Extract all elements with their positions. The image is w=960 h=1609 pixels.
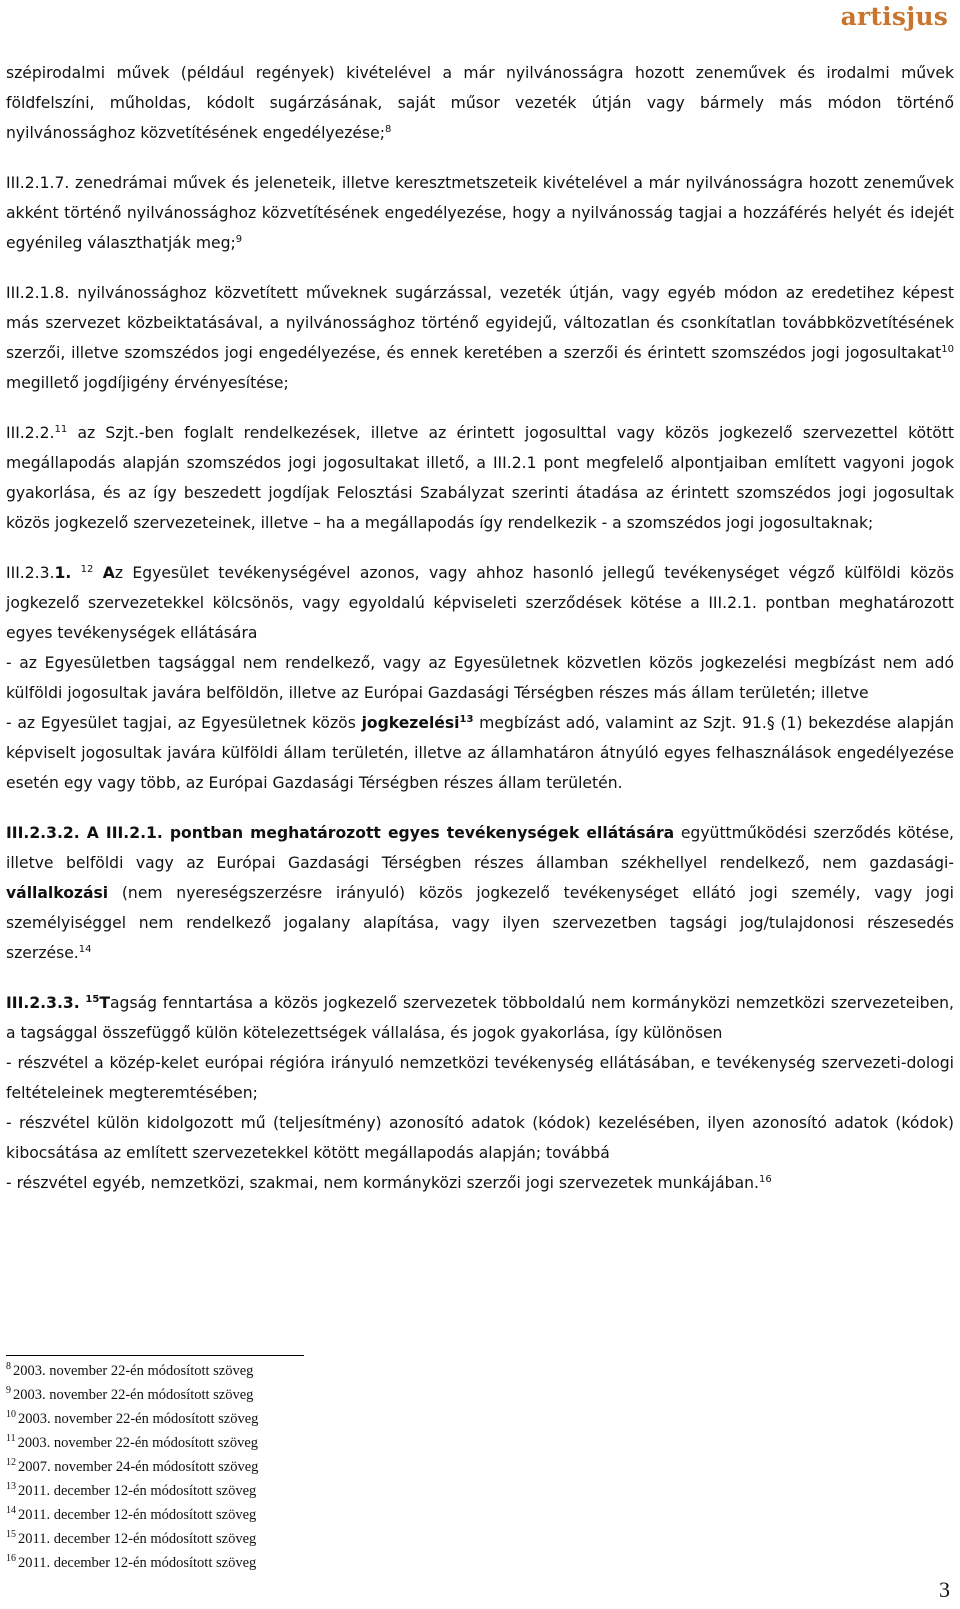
paragraph-III-2-1-8: III.2.1.8. nyilvánossághoz közvetített műveknek sugárzással, vezeték útján, vagy egyéb módon az eredetihez képest más szervezet közbeiktatásával, a nyilvánossághoz történő egyidejű, változatlan és csonkítatlan továbbközvetítésének szerzői, illetve szomszédos jogi engedélyezése, és ennek keretében a szerzői és érintett szomszédos jogi jogosultakat$^{10}$ megillető jogdíjigény érvényesítése; <box>6 284 954 392</box>
footnote-ref: 10 <box>941 343 954 355</box>
footnote: $^{13}$ 2011. december 12-én módosított szöveg <box>6 1481 257 1499</box>
page-number: 3 <box>939 1577 950 1602</box>
footnote-ref: 8 <box>384 123 392 135</box>
paragraph-III-2-3-2: III.2.3.2. A III.2.1. pontban meghatározott egyes tevékenységek ellátására együttműködési szerződés kötése, illetve belföldi vagy az Európai Gazdasági Térségben részes államban székhellyel rendelkező, nem gazdasági-vállalkozási (nem nyereségszerzésre irányuló) közös jogkezelő tevékenységet ellátó jogi személy, vagy jogi személyiséggel nem rendelkező jogalany alapítása, vagy ilyen szervezetben tagsági jog/tulajdonosi részesedés szerzése.$^{14}$ <box>6 824 954 962</box>
paragraph-literary-works: szépirodalmi művek (például regények) kivételével a már nyilvánosságra hozott zeneművek és irodalmi művek földfelszíni, műholdas, kódolt sugárzásának, saját műsor vezeték útján vagy bármely más módon történő nyilvánossághoz közvetítésének engedélyezése;$^8$ <box>6 64 954 142</box>
footnote: $^{10}$ 2003. november 22-én módosított szöveg <box>6 1409 259 1427</box>
footnote: $^8$ 2003. november 22-én módosított szöveg <box>6 1361 254 1379</box>
paragraph-III-2-1-7: III.2.1.7. zenedrámai művek és jeleneteik, illetve keresztmetszeteik kivételével a már nyilvánosságra hozott zeneművek akként történő nyilvánossághoz közvetítésének engedélyezése, hogy a nyilvánosság tagjai a hozzáférés helyét és idejét egyénileg választhatják meg;$^9$ <box>6 174 954 252</box>
footnote-ref: 11 <box>54 423 68 435</box>
footnote-ref: 15 <box>85 993 100 1005</box>
footnote-separator <box>6 1355 304 1356</box>
footnote: $^{12}$ 2007. november 24-én módosított szöveg <box>6 1457 259 1475</box>
footnote: $^{16}$ 2011. december 12-én módosított szöveg <box>6 1553 257 1571</box>
list-item-other-organizations: - részvétel egyéb, nemzetközi, szakmai, nem kormányközi szerzői jogi szervezetek munkájában.$^{16}$ <box>6 1173 772 1192</box>
footnote: $^{15}$ 2011. december 12-én módosított szöveg <box>6 1529 257 1547</box>
list-item-domestic-rightholders: - az Egyesületben tagsággal nem rendelkező, vagy az Egyesületnek közvetlen közös jogkezelési megbízást nem adó külföldi jogosultak javára belföldön, illetve az Európai Gazdasági Térségben részes más állam területén; illetve <box>6 654 954 702</box>
footnote-ref: 14 <box>78 943 92 955</box>
paragraph-III-2-3-1: III.2.3.1. $^{12}$ Az Egyesület tevékenységével azonos, vagy ahhoz hasonló jellegű tevékenységet végző külföldi közös jogkezelő szervezetekkel kölcsönös, vagy egyoldalú képviseleti szerződések kötése a III.2.1. pontban meghatározott egyes tevékenységek ellátására <box>6 563 954 642</box>
footnote-ref: 9 <box>235 233 243 245</box>
footnotes <box>6 1355 946 1575</box>
list-item-work-identifiers: - részvétel külön kidolgozott mű (teljesítmény) azonosító adatok (kódok) kezelésében, ilyen azonosító adatok (kódok) kibocsátása az említett szervezetekkel kötött megállapodás alapján; továbbá <box>6 1114 954 1162</box>
list-item-members-abroad: - az Egyesület tagjai, az Egyesületnek közös jogkezelési$^{13}$ megbízást adó, valamint az Szjt. 91.§ (1) bekezdése alapján képviselt jogosultak javára külföldi állam területén, illetve az államhatáron átnyúló egyes felhasználások engedélyezése esetén egy vagy több, az Európai Gazdasági Térségben részes állam területén. <box>6 713 954 792</box>
paragraph-III-2-2: III.2.2.11 az Szjt.-ben foglalt rendelkezések, illetve az érintett jogosulttal vagy közös jogkezelő szervezettel kötött megállapodás alapján szomszédos jogi jogosultakat illető, a III.2.1 pont megfelelő alpontjaiban említett vagyoni jogok gyakorlása, és az így beszedett jogdíjak Felosztási Szabályzat szerinti átadása az érintett szomszédos jogi jogosultak közös jogkezelő szervezeteinek, illetve – ha a megállapodás így rendelkezik - a szomszédos jogi jogosultaknak; <box>6 423 954 532</box>
list-item-regional-activity: - részvétel a közép-kelet európai régióra irányuló nemzetközi tevékenység ellátásában, e tevékenység szervezeti-dologi feltételeinek megteremtésében; <box>6 1054 954 1102</box>
footnote: $^{11}$ 2003. november 22-én módosított szöveg <box>6 1433 259 1451</box>
footnote-ref: 13 <box>459 713 474 725</box>
document-body <box>6 58 954 1198</box>
paragraph-III-2-3-3: III.2.3.3. $^{15}$Tagság fenntartása a közös jogkezelő szervezetek többoldalú nem kormányközi nemzetközi szervezeteiben, a tagsággal összefüggő külön kötelezettségek vállalása, és jogok gyakorlása, így különösen <box>6 993 954 1042</box>
footnote-ref: 12 <box>80 563 94 575</box>
artisjus-logo: artisjus <box>840 2 948 31</box>
footnote: $^{14}$ 2011. december 12-én módosított szöveg <box>6 1505 257 1523</box>
footnote: $^9$ 2003. november 22-én módosított szöveg <box>6 1385 254 1403</box>
footnote-ref: 16 <box>758 1173 772 1185</box>
